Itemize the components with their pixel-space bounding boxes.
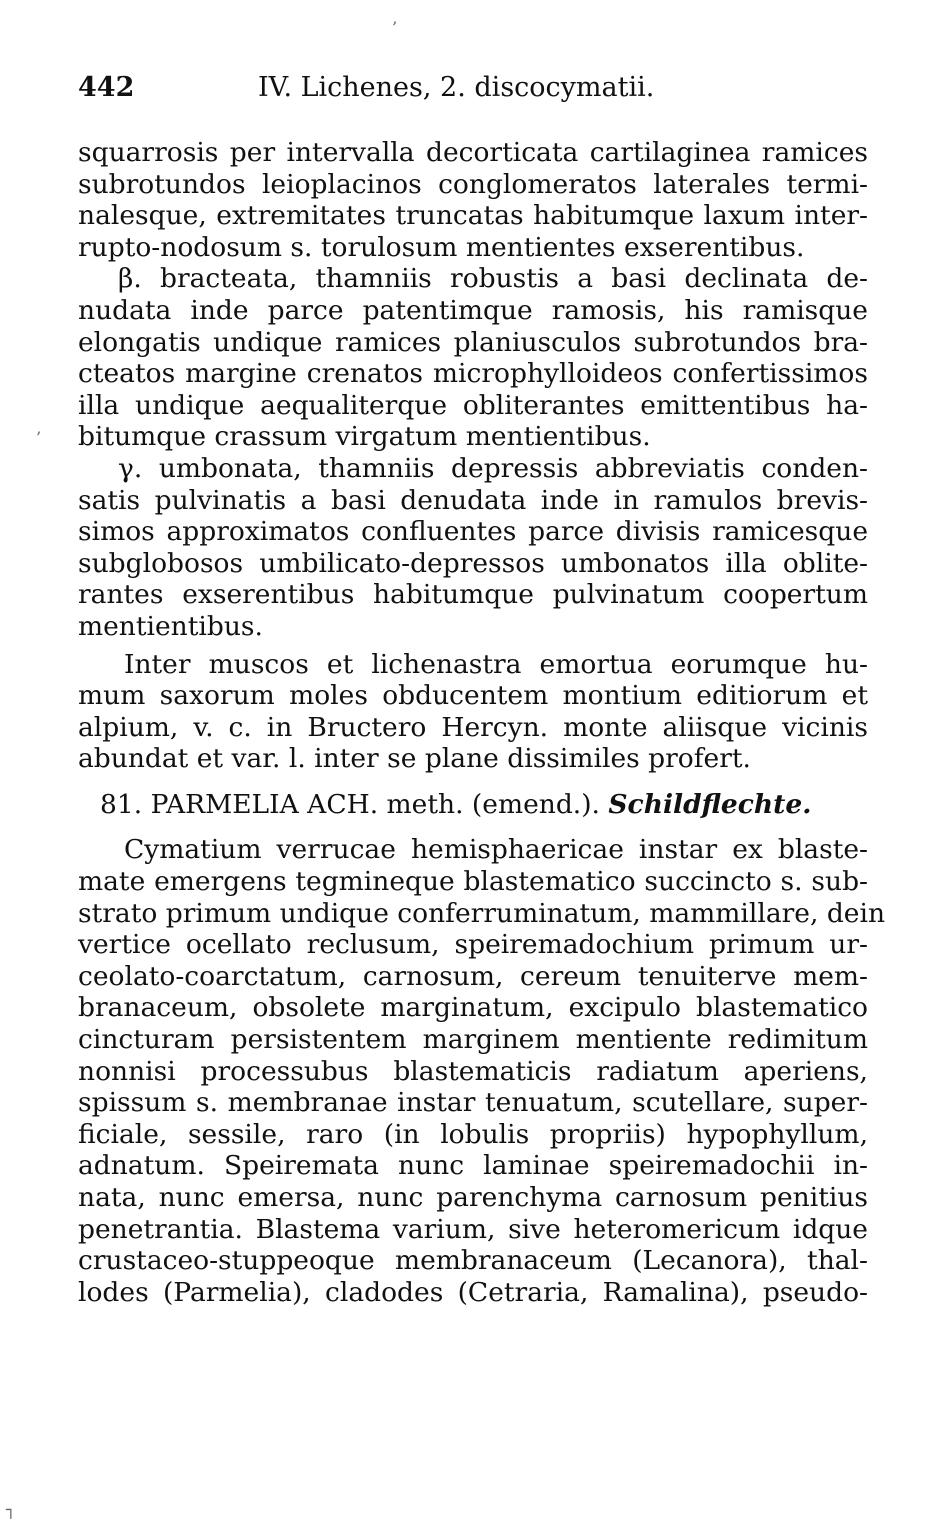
text-line: β. bracteata, thamniis robustis a basi declinata de- [118,263,868,295]
text-line: squarrosis per intervalla decorticata cartilaginea ramices [78,137,868,168]
text-line: illa undique aequaliterque obliterantes emittentibus ha- [78,389,868,421]
paragraph-umbonata [78,453,868,643]
text-line: lodes (Parmelia), cladodes (Cetraria, Ramalina), pseudo- [78,1276,868,1308]
paragraph-parmelia-description [78,834,886,1308]
text-line: nalesque, extremitates truncatas habitumque laxum inter- [78,200,868,232]
section-title: PARMELIA ACH. meth. (emend.). [150,788,600,820]
text-line: branaceum, obsolete marginatum, excipulo blastematico [78,992,868,1024]
paragraph-habitat [78,649,868,775]
text-line: abundat et var. l. inter se plane dissimiles profert. [78,743,751,775]
page-header [70,72,860,112]
text-line: alpium, v. c. in Bructero Hercyn. monte aliisque vicinis [78,711,868,743]
text-line: satis pulvinatis a basi denudata inde in ramulos brevis- [78,484,868,516]
text-line: spissum s. membranae instar tenuatum, scutellare, super- [78,1087,868,1119]
scan-corner-mark: ┐ [6,1500,16,1519]
page-body [78,137,886,1308]
paragraph-squarrosis [78,137,868,263]
print-speck: ’ [392,18,398,37]
text-line: ceolato-coarctatum, carnosum, cereum tenuiterve mem- [78,960,868,992]
text-line: mentientibus. [78,610,263,642]
text-line: subrotundos leioplacinos conglomeratos laterales termi- [78,168,868,200]
text-line: cincturam persistentem marginem mentiente redimitum [78,1024,868,1056]
text-line: rantes exserentibus habitumque pulvinatum coopertum [78,579,868,611]
text-line: subglobosos umbilicato-depressos umbonatos illa oblite- [78,547,868,579]
text-line: mum saxorum moles obducentem montium editiorum et [78,680,868,712]
text-line: vertice ocellato reclusum, speiremadochium primum ur- [78,929,868,961]
text-line: ficiale, sessile, raro (in lobulis propriis) hypophyllum, [78,1118,868,1150]
text-line: elongatis undique ramices planiusculos subrotundos bra- [78,326,868,358]
paragraph-bracteata [78,263,868,453]
text-line: mate emergens tegmineque blastematico succincto s. sub- [78,866,868,898]
section-number: 81. [100,788,143,820]
text-line: strato primum undique conferruminatum, mammillare, dein [78,897,886,929]
section-heading [78,789,868,821]
text-line: γ. umbonata, thamniis depressis abbreviatis conden- [118,452,868,484]
text-line: cteatos margine crenatos microphylloideos confertissimos [78,358,868,390]
text-line: nudata inde parce patentimque ramosis, his ramisque [78,294,868,326]
text-line: penetrantia. Blastema varium, sive heteromericum idque [78,1213,868,1245]
print-speck: ’ [36,428,42,447]
text-line: nata, nunc emersa, nunc parenchyma carnosum penitius [78,1182,868,1213]
text-line: Inter muscos et lichenastra emortua eorumque hu- [124,648,868,680]
page-number: 442 [78,72,135,103]
section-vernacular: Schildflechte. [608,788,812,820]
text-line: bitumque crassum virgatum mentientibus. [78,421,651,453]
running-head: IV. Lichenes, 2. discocymatii. [258,72,655,103]
text-line: simos approximatos confluentes parce divisis ramicesque [78,516,868,548]
text-line: rupto-nodosum s. torulosum mentientes exserentibus. [78,231,805,263]
text-line: Cymatium verrucae hemisphaericae instar ex blaste- [124,834,868,866]
text-line: nonnisi processubus blastematicis radiatum aperiens, [78,1055,868,1087]
text-line: adnatum. Speiremata nunc laminae speiremadochii in- [78,1150,868,1182]
text-line: crustaceo-stuppeoque membranaceum (Lecanora), thal- [78,1245,868,1277]
